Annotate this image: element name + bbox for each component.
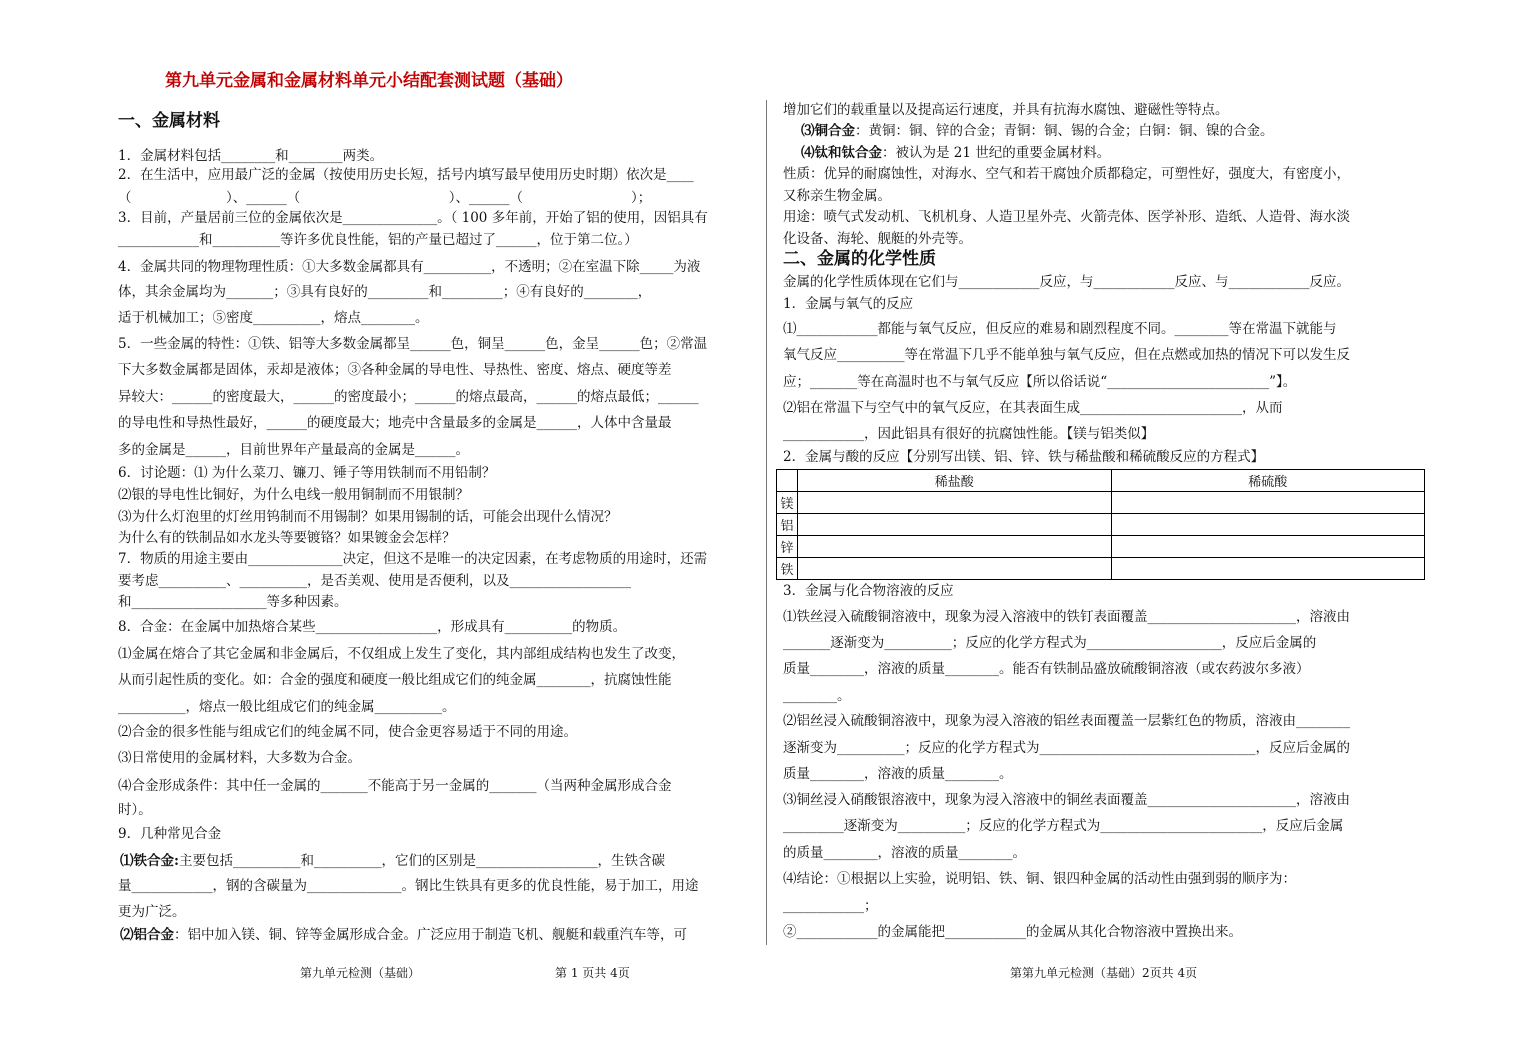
left-line: ____________和__________等许多优良性能，铝的产量已超过了______，位于第二位。）: [118, 232, 638, 248]
left-line: 的导电性和导热性最好，______的硬度最大；地壳中含量最多的金属是______，人体中含量最: [118, 415, 672, 431]
left-line: 异较大：______的密度最大，______的密度最小；______的熔点最高，______的熔点最低；______: [118, 389, 699, 405]
left-line: 3．目前，产量居前三位的金属依次是______________。（ 100 多年前，开始了铝的使用，因铝具有: [118, 210, 708, 226]
q3-d1: ⑷结论：①根据以上实验，说明铝、铁、铜、银四种金属的活动性由强到弱的顺序为：: [783, 871, 1296, 887]
q3-c1: ⑶铜丝浸入硝酸银溶液中，现象为浸入溶液中的铜丝表面覆盖______________________，溶液由: [783, 792, 1350, 808]
table-cell-blank[interactable]: [798, 536, 1112, 558]
left-line: 6．讨论题：⑴ 为什么菜刀、镰刀、锤子等用铁制而不用铅制？: [118, 465, 496, 481]
q3-b1: ⑵铝丝浸入硫酸铜溶液中，现象为浸入溶液的铝丝表面覆盖一层紫红色的物质，溶液由________: [783, 713, 1350, 729]
table-cell-blank[interactable]: [798, 514, 1112, 536]
table-corner: [777, 470, 798, 492]
alloy-copper-label: ⑶铜合金: [801, 123, 855, 139]
left-line: ⑷合金形成条件：其中任一金属的_______不能高于另一金属的_______（当两种金属形成合金: [118, 778, 672, 794]
q3-d2: ____________；: [783, 898, 878, 914]
left-line: 适于机械加工；⑤密度__________，熔点________。: [118, 310, 429, 326]
titanium-uses1: 用途：喷气式发动机、飞机机身、人造卫星外壳、火箭壳体、医学补形、造纸、人造骨、海水淡: [783, 209, 1350, 225]
q1-e: ____________，因此铝具有很好的抗腐蚀性能。【镁与铝类似】: [783, 426, 1155, 442]
table-cell-blank[interactable]: [1111, 514, 1425, 536]
left-line: ⑴金属在熔合了其它金属和非金属后，不仅组成上发生了变化，其内部组成结构也发生了改变，: [118, 646, 685, 662]
alloy-iron-text: 主要包括__________和__________，它们的区别是__________________，生铁含碳: [178, 853, 665, 869]
alloy-iron-cont2: 更为广泛。: [118, 904, 186, 920]
table-header-h2so4: 稀硫酸: [1111, 470, 1425, 492]
page-title: 第九单元金属和金属材料单元小结配套测试题（基础）: [165, 71, 573, 91]
left-line: （ ）、______（ ）、______（ ）；: [118, 190, 652, 206]
left-line: 从而引起性质的变化。如：合金的强度和硬度一般比组成它们的纯金属________，抗腐蚀性能: [118, 672, 672, 688]
footer-right: 第第九单元检测（基础）2页共 4页: [1010, 966, 1198, 980]
left-line: ⑶为什么灯泡里的灯丝用钨制而不用锡制？如果用锡制的话，可能会出现什么情况？: [118, 509, 618, 525]
q3-a4: ________。: [783, 688, 851, 704]
q3-b2: 逐渐变为__________；反应的化学方程式为________________________________，反应后金属的: [783, 740, 1350, 756]
table-header-row: [777, 470, 1425, 492]
alloy-iron-label: ⑴铁合金:: [120, 853, 179, 869]
acid-reaction-table: [776, 469, 1425, 580]
left-line: 为什么有的铁制品如水龙头等要镀铬？如果镀金会怎样？: [118, 530, 456, 546]
left-line: 1．金属材料包括________和________两类。: [118, 148, 384, 164]
titanium-props1: 性质：优异的耐腐蚀性，对海水、空气和若干腐蚀介质都稳定，可塑性好，强度大，有密度小，: [783, 166, 1350, 182]
table-header-hcl: 稀盐酸: [798, 470, 1112, 492]
left-line: 和____________________等多种因素。: [118, 594, 348, 610]
alloy-copper-text: ：黄铜：铜、锌的合金；青铜：铜、锡的合金；白铜：铜、镍的合金。: [855, 123, 1274, 139]
table-row-metal: 镁: [777, 492, 798, 514]
q3-c2: _________逐渐变为__________；反应的化学方程式为________________________，反应后金属: [783, 818, 1344, 834]
left-line: ⑵合金的很多性能与组成它们的纯金属不同，使合金更容易适于不同的用途。: [118, 724, 577, 740]
left-line: 体，其余金属均为_______；③具有良好的_________和_________；④有良好的________，: [118, 284, 652, 300]
alloy-aluminum-label: ⑵铝合金: [120, 927, 174, 943]
titanium-props2: 又称亲生物金属。: [783, 188, 891, 204]
titanium-uses2: 化设备、海轮、舰艇的外壳等。: [783, 231, 972, 247]
table-row-metal: 铝: [777, 514, 798, 536]
q3-a3: 质量________，溶液的质量________。能否有铁制品盛放硫酸铜溶液（或农药波尔多液）: [783, 661, 1310, 677]
table-cell-blank[interactable]: [1111, 558, 1425, 580]
alloy-copper-line: [801, 121, 1274, 141]
table-cell-blank[interactable]: [798, 558, 1112, 580]
q3-b3: 质量________，溶液的质量________。: [783, 766, 1013, 782]
table-row-metal: 铁: [777, 558, 798, 580]
left-line: 9．几种常见合金: [118, 826, 222, 842]
left-line: 2．在生活中，应用最广泛的金属（按使用历史长短，括号内填写最早使用历史时期）依次是____: [118, 167, 694, 183]
alloy-aluminum-line: [120, 925, 687, 945]
footer-left-page: 第 1 页共 4页: [555, 966, 630, 980]
q1-c: 应；_______等在高温时也不与氧气反应【所以俗话说“________________________”】。: [783, 374, 1297, 390]
section-heading-chemistry: 二、金属的化学性质: [783, 249, 936, 269]
left-line: __________，熔点一般比组成它们的纯金属__________。: [118, 699, 456, 715]
section-heading-materials: 一、金属材料: [118, 111, 220, 131]
q3-a1: ⑴铁丝浸入硫酸铜溶液中，现象为浸入溶液中的铁钉表面覆盖______________________，溶液由: [783, 609, 1350, 625]
right-line1: 增加它们的载重量以及提高运行速度，并具有抗海水腐蚀、避磁性等特点。: [783, 102, 1229, 118]
left-line: ⑵银的导电性比铜好，为什么电线一般用铜制而不用银制？: [118, 487, 469, 503]
alloy-titanium-label: ⑷钛和钛合金: [801, 145, 882, 161]
alloy-titanium-line: [801, 143, 1110, 163]
alloy-aluminum-text: ：铝中加入镁、铜、锌等金属形成合金。广泛应用于制造飞机、舰艇和载重汽车等，可: [174, 927, 687, 943]
chem-intro: 金属的化学性质体现在它们与____________反应，与____________反应、与____________反应。: [783, 274, 1350, 290]
left-line: 5．一些金属的特性：①铁、铝等大多数金属都呈______色，铜呈______色，金呈______色；②常温: [118, 336, 708, 352]
q1-a: ⑴____________都能与氧气反应，但反应的难易和剧烈程度不同。________等在常温下就能与: [783, 321, 1337, 337]
alloy-iron-cont: 量____________，钢的含碳量为______________。钢比生铁具有更多的优良性能，易于加工，用途: [118, 878, 699, 894]
footer-left-title: 第九单元检测（基础）: [300, 966, 421, 980]
table-row: [777, 558, 1425, 580]
table-row: [777, 492, 1425, 514]
left-line: 7．物质的用途主要由______________决定，但这不是唯一的决定因素，在考虑物质的用途时，还需: [118, 551, 708, 567]
column-divider: [766, 100, 767, 945]
table-row: [777, 536, 1425, 558]
table-cell-blank[interactable]: [1111, 536, 1425, 558]
table-row: [777, 514, 1425, 536]
left-line: 下大多数金属都是固体，汞却是液体；③各种金属的导电性、导热性、密度、熔点、硬度等差: [118, 362, 672, 378]
alloy-titanium-text: ：被认为是 21 世纪的重要金属材料。: [882, 145, 1111, 161]
q3-d3: ②____________的金属能把____________的金属从其化合物溶液中置换出来。: [783, 924, 1242, 940]
table-cell-blank[interactable]: [798, 492, 1112, 514]
left-line: ⑶日常使用的金属材料，大多数为合金。: [118, 750, 361, 766]
table-cell-blank[interactable]: [1111, 492, 1425, 514]
left-line: 8．合金：在金属中加热熔合某些__________________，形成具有__________的物质。: [118, 619, 627, 635]
q3-a2: _______逐渐变为__________；反应的化学方程式为____________________，反应后金属的: [783, 635, 1317, 651]
q1-d: ⑵铝在常温下与空气中的氧气反应，在其表面生成________________________，从而: [783, 400, 1283, 416]
q1-b: 氧气反应__________等在常温下几乎不能单独与氧气反应，但在点燃或加热的情况下可以发生反: [783, 347, 1350, 363]
q2-title: 2．金属与酸的反应【分别写出镁、铝、锌、铁与稀盐酸和稀硫酸反应的方程式】: [783, 449, 1265, 465]
q3-c3: 的质量________，溶液的质量________。: [783, 845, 1026, 861]
left-line: 4．金属共同的物理物理性质：①大多数金属都具有__________，不透明；②在室温下除_____为液: [118, 259, 701, 275]
left-line: 时）。: [118, 802, 152, 818]
left-line: 要考虑__________、__________，是否美观、使用是否便利，以及__________________: [118, 573, 631, 589]
q3-title: 3．金属与化合物溶液的反应: [783, 583, 954, 599]
table-row-metal: 锌: [777, 536, 798, 558]
left-line: 多的金属是______，目前世界年产量最高的金属是______。: [118, 442, 469, 458]
q1-title: 1．金属与氧气的反应: [783, 296, 914, 312]
alloy-iron-line: [120, 851, 665, 871]
